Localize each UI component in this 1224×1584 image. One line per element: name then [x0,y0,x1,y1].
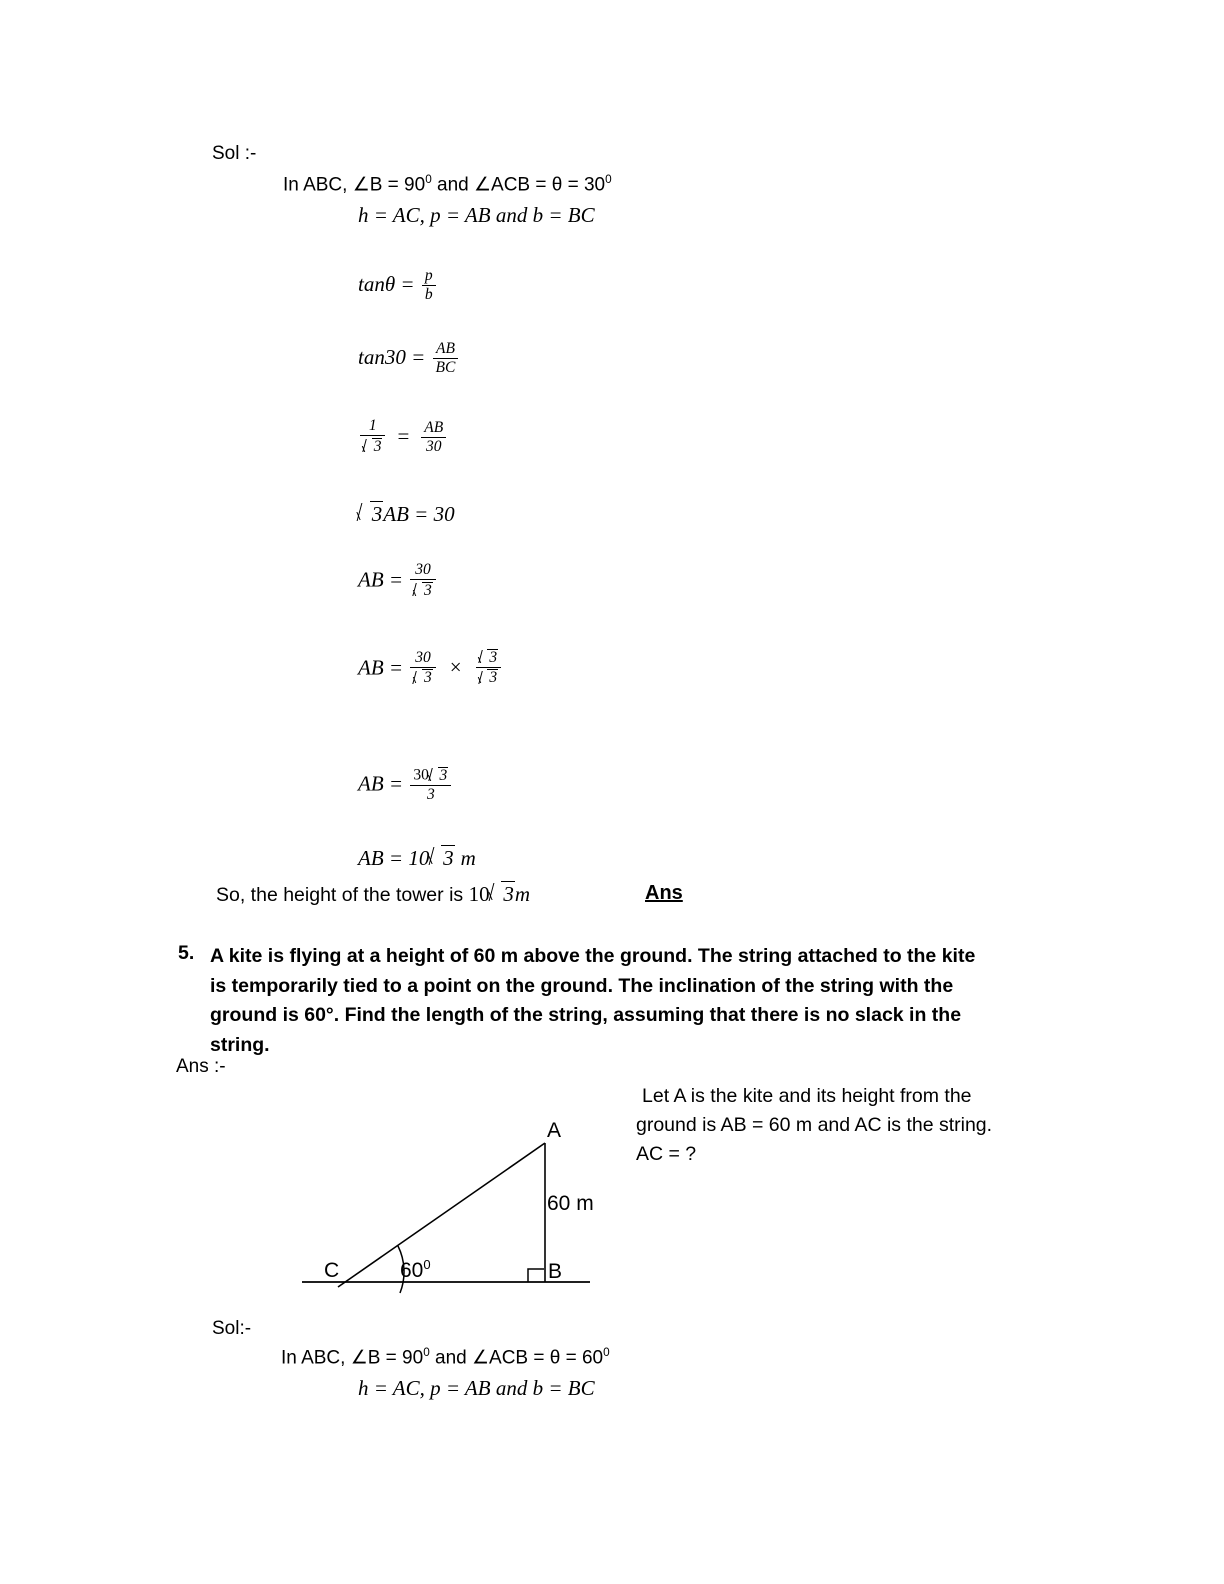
definitions-line-1: h = AC, p = AB and b = BC [358,203,595,227]
vertex-label-a: A [547,1119,562,1142]
note-line: AC = ? [636,1143,697,1165]
equation-root3-ab [358,500,455,527]
fraction-ab-over-30 [421,420,446,455]
radicand: 3 [439,766,448,784]
fraction-numerator: p [422,268,436,286]
fraction-numerator: 30 [410,650,435,668]
radicand: 3 [424,581,432,599]
angle-value: 60 [400,1259,424,1282]
fraction-30-over-root3 [410,562,435,599]
radical-icon [363,437,382,455]
radical-icon [479,648,498,666]
conclusion-prefix: So, the height of the tower is [216,883,469,906]
eq7-lhs: AB = [358,771,409,796]
conclusion-value [469,882,530,906]
fraction-numerator [476,648,501,668]
equation-one-over-root3 [358,418,448,455]
fraction-denominator [360,436,385,455]
side-length-label: 60 m [547,1192,594,1215]
fraction-p-over-b [422,268,436,303]
radicand: 3 [424,669,432,687]
equation-ab-30-root3 [358,562,438,599]
definitions-line-2: h = AC, p = AB and b = BC [358,1376,595,1400]
vertex-label-b: B [548,1260,563,1283]
equals-sign: = [397,423,410,448]
fraction-30-over-root3 [410,650,435,687]
radicand: 3 [443,845,454,870]
radical-icon [413,581,432,599]
degree-symbol: 0 [425,173,432,186]
degree-symbol: 0 [423,1346,430,1359]
degree-symbol: 0 [603,1346,610,1359]
hypotenuse-line-ac [338,1143,545,1287]
fraction-denominator [410,580,435,599]
equation-tan-theta [358,268,438,303]
triangle-diagram [280,1095,620,1305]
fraction-numerator [410,766,451,786]
eq4-rest: AB = 30 [383,501,455,526]
fraction-denominator [476,668,501,687]
radical-icon [429,844,454,871]
ans-label-question5: Ans :- [176,1056,226,1077]
fraction-ab-over-bc [433,341,459,376]
radical-icon [479,669,498,687]
note-line: ground is AB = 60 m and AC is the string. [636,1114,993,1136]
radical-icon [429,766,448,784]
question-line: string. [210,1033,270,1056]
fraction-one-over-root3 [360,418,385,455]
fraction-denominator: b [424,286,433,304]
fraction-numerator: AB [433,341,459,359]
eq6-lhs: AB = [358,655,409,680]
radicand: 3 [373,437,382,455]
eq5-lhs: AB = [358,567,409,592]
given-line-2-part2: and ∠ACB = θ = 60 [429,1347,604,1369]
question-line: is temporarily tied to a point on the ground. The inclination of the string with the [210,974,954,997]
figure-note [636,1082,1056,1169]
fraction-numerator: 1 [360,418,385,436]
given-line-2-part1: In ABC, ∠B = 90 [281,1347,424,1369]
radical-icon [358,500,383,527]
unit-metre: m [514,881,530,906]
fraction-numerator: AB [421,420,446,438]
given-line-1-part1: In ABC, ∠B = 90 [283,174,426,196]
equation-rationalise [358,648,503,687]
angle-label [400,1257,431,1283]
note-line: Let A is the kite and its height from the [642,1085,972,1107]
given-line-1-part2: and ∠ACB = θ = 30 [431,174,606,196]
fraction-denominator: 3 [426,785,435,803]
question-line: ground is 60°. Find the length of the string, assuming that there is no slack in the [210,1004,962,1026]
fraction-denominator: 30 [426,437,442,455]
vertex-label-c: C [324,1259,340,1282]
question-5-text [210,942,1090,1060]
given-line-1 [283,173,612,196]
equation-ab-final [358,844,476,871]
solution-label-2: Sol:- [212,1318,252,1339]
ans-label-1: Ans [645,882,683,904]
eq2-lhs: tan30 = [358,345,431,370]
eq8-lhs: AB = 10 [358,845,430,870]
fraction-denominator: BC [435,359,456,377]
radical-icon [413,669,432,687]
fraction-denominator [410,668,435,687]
equation-ab-30root3-over-3 [358,766,453,803]
degree-symbol: 0 [423,1257,431,1272]
coefficient: 30 [413,766,429,784]
eq1-lhs: tanθ = [358,272,420,297]
radicand: 3 [489,669,498,687]
solution-label-1: Sol :- [212,143,257,164]
coefficient: 10 [468,881,490,906]
radicand: 3 [503,881,514,906]
multiplication-sign: × [449,655,462,680]
radicand: 3 [371,501,383,526]
question-number-5: 5. [178,942,195,964]
right-angle-marker [528,1269,544,1282]
radicand: 3 [489,648,498,666]
question-line: A kite is flying at a height of 60 m above the ground. The string attached to the kite [210,945,976,967]
degree-symbol: 0 [605,173,612,186]
radical-icon [490,880,515,906]
fraction-30root3-over-3 [410,766,451,803]
equation-tan30 [358,341,460,376]
unit-metre: m [460,845,476,870]
conclusion-line [216,880,530,906]
fraction-root3-over-root3 [476,648,501,687]
given-line-2 [281,1346,610,1369]
fraction-numerator: 30 [410,562,435,580]
